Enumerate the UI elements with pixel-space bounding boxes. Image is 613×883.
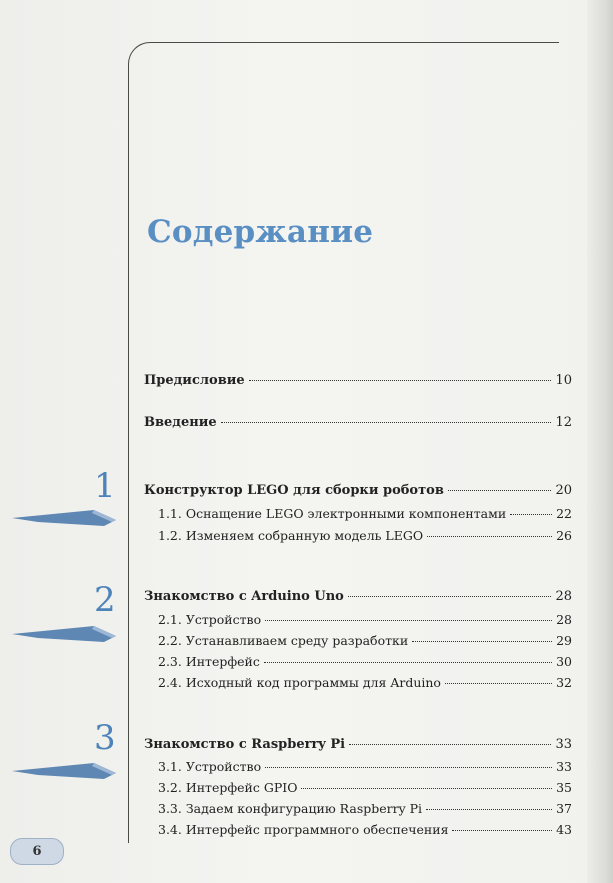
toc-entry-label: 2.1. Устройство	[158, 612, 262, 627]
toc-page-number: 29	[556, 633, 572, 648]
toc-entry-1-1[interactable]	[158, 505, 572, 523]
toc-entry-label: Предисловие	[144, 373, 245, 388]
chapter-number-1: 1	[94, 466, 116, 506]
toc-entry-chapter-3[interactable]	[144, 736, 572, 754]
toc-page-number: 43	[556, 822, 572, 837]
toc-page-number: 20	[555, 483, 572, 498]
toc-entry-label: 3.4. Интерфейс программного обеспечения	[158, 822, 449, 837]
toc-entry-preface[interactable]	[144, 372, 572, 390]
page-frame	[128, 42, 559, 843]
dot-leader	[301, 788, 552, 789]
page-number-badge	[10, 838, 64, 865]
page-edge	[587, 0, 613, 883]
page-title: Содержание	[147, 214, 374, 250]
dot-leader	[448, 490, 552, 491]
toc-page-number: 10	[555, 373, 572, 388]
toc-entry-label: 2.2. Устанавливаем среду разработки	[158, 633, 409, 648]
dot-leader	[426, 809, 552, 810]
toc-entry-3-2[interactable]	[158, 779, 572, 797]
dot-leader	[348, 596, 552, 597]
toc-entry-label: 3.2. Интерфейс GPIO	[158, 780, 298, 795]
dot-leader	[510, 514, 552, 515]
toc-page-number: 33	[555, 737, 572, 752]
toc-entry-3-4[interactable]	[158, 821, 572, 839]
toc-page-number: 35	[556, 780, 572, 795]
toc-entry-label: 1.1. Оснащение LEGO электронными компонентами	[158, 506, 507, 521]
toc-entry-chapter-1[interactable]	[144, 482, 572, 500]
toc-page-number: 33	[556, 759, 572, 774]
toc-page-number: 30	[556, 654, 572, 669]
toc-entry-label: Введение	[144, 415, 217, 430]
dot-leader	[452, 830, 552, 831]
toc-entry-1-2[interactable]	[158, 527, 572, 545]
toc-page-number: 32	[556, 675, 572, 690]
toc-entry-3-3[interactable]	[158, 800, 572, 818]
toc-page-number: 28	[555, 589, 572, 604]
toc-entry-2-3[interactable]	[158, 653, 572, 671]
toc-entry-2-2[interactable]	[158, 632, 572, 650]
dot-leader	[445, 683, 552, 684]
dot-leader	[265, 767, 552, 768]
toc-page-number: 28	[556, 612, 572, 627]
dot-leader	[412, 641, 552, 642]
toc-entry-label: 3.1. Устройство	[158, 759, 262, 774]
dot-leader	[221, 422, 552, 423]
toc-entry-label: Знакомство с Arduino Uno	[144, 589, 344, 604]
toc-entry-label: Знакомство с Raspberry Pi	[144, 737, 346, 752]
chapter-number-3: 3	[94, 718, 116, 758]
toc-entry-introduction[interactable]	[144, 414, 572, 432]
chapter-number-2: 2	[94, 580, 116, 620]
chapter-tab-3	[8, 757, 118, 781]
dot-leader	[349, 744, 551, 745]
toc-page-number: 37	[556, 801, 572, 816]
toc-page-number: 12	[555, 415, 572, 430]
toc-entry-2-1[interactable]	[158, 611, 572, 629]
dot-leader	[249, 380, 552, 381]
toc-entry-label: Конструктор LEGO для сборки роботов	[144, 483, 444, 498]
toc-entry-label: 3.3. Задаем конфигурацию Raspberry Pi	[158, 801, 423, 816]
dot-leader	[264, 662, 552, 663]
toc-entry-label: 1.2. Изменяем собранную модель LEGO	[158, 528, 424, 543]
toc-page-number: 22	[556, 506, 572, 521]
toc-entry-2-4[interactable]	[158, 674, 572, 692]
toc-entry-chapter-2[interactable]	[144, 588, 572, 606]
dot-leader	[265, 620, 552, 621]
chapter-tab-1	[8, 504, 118, 528]
toc-entry-label: 2.4. Исходный код программы для Arduino	[158, 675, 441, 690]
toc-page-number: 26	[556, 528, 572, 543]
page-number: 6	[32, 844, 42, 859]
toc-entry-3-1[interactable]	[158, 758, 572, 776]
toc-entry-label: 2.3. Интерфейс	[158, 654, 260, 669]
chapter-tab-2	[8, 620, 118, 644]
dot-leader	[427, 536, 552, 537]
